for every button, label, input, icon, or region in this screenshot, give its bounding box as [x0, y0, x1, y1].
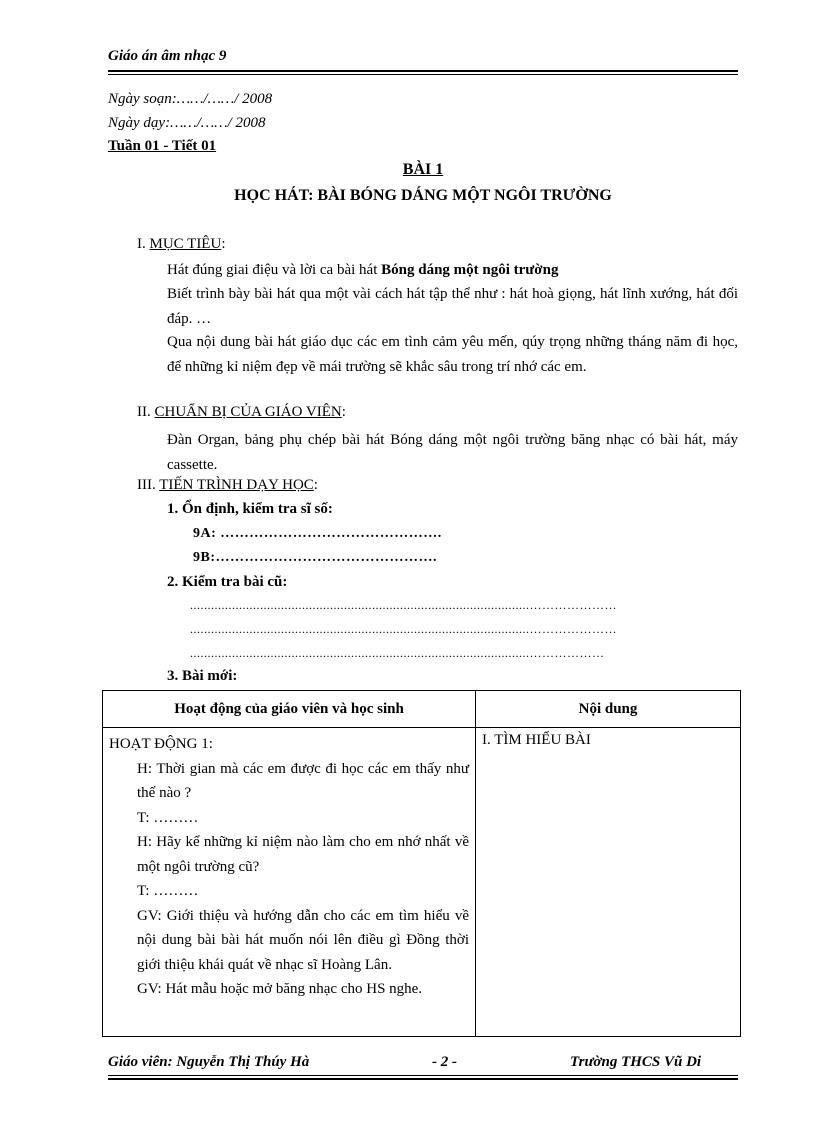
- song-title-bold: Bóng dáng một ngôi trường: [381, 262, 559, 278]
- section-1-p1-text: Hát đúng giai điệu và lời ca bài hát: [167, 262, 382, 278]
- lesson-activity-table: [102, 690, 741, 1037]
- section-2-heading: [137, 404, 346, 421]
- footer-rule-thick: [108, 1078, 738, 1080]
- table-header-activity: Hoạt động của giáo viên và học sinh: [103, 691, 476, 728]
- footer-page-number: - 2 -: [432, 1054, 457, 1070]
- lesson-title: HỌC HÁT: BÀI BÓNG DÁNG MỘT NGÔI TRƯỜNG: [234, 187, 612, 204]
- item-3-new-lesson: 3. Bài mới:: [167, 668, 238, 684]
- item-2-review: 2. Kiểm tra bài cũ:: [167, 574, 288, 590]
- page-header-title: Giáo án âm nhạc 9: [108, 48, 227, 64]
- section-3-heading: [137, 477, 318, 494]
- class-9b: [193, 550, 437, 566]
- activity-line: GV: Giới thiệu và hướng dẫn cho các em tìm hiểu về nội dung bài bài hát muốn nói lên điều gì Đồng thời giới thiệu khái quát về nhạc sĩ Hoàng Lân.: [137, 907, 469, 973]
- header-rule-thin: [108, 74, 738, 75]
- section-3-num: III.: [137, 477, 160, 493]
- activity-line: T: ………: [137, 809, 199, 826]
- dots-line-3: .................................................................................................………………: [190, 646, 605, 660]
- activity-line: H: Thời gian mà các em được đi học các em thấy như thế nào ?: [137, 760, 469, 801]
- table-header-row: [103, 691, 741, 728]
- header-rule-thick: [108, 70, 738, 72]
- dots-line-1: .................................................................................................…………………: [190, 598, 617, 612]
- class-9b-text: 9B:……………………………………….: [193, 550, 437, 565]
- section-2-p1: Đàn Organ, bảng phụ chép bài hát Bóng dáng một ngôi trường băng nhạc có bài hát, máy cassette.: [167, 432, 738, 473]
- section-1-heading: [137, 236, 225, 253]
- table-row: [103, 728, 741, 1037]
- class-9a: [193, 526, 442, 542]
- footer-rule-thin: [108, 1075, 738, 1076]
- lesson-number: [108, 161, 738, 179]
- section-1-p1: [167, 258, 738, 283]
- section-1-p2: Biết trình bày bài hát qua một vài cách hát tập thể như : hát hoà giọng, hát lĩnh xướng, hát đối đáp. …: [167, 286, 738, 327]
- activity-title: HOẠT ĐỘNG 1:: [109, 736, 213, 752]
- section-1-p3: Qua nội dung bài hát giáo dục các em tình cảm yêu mến, qúy trọng những tháng năm đi học, để những kỉ niệm đẹp về mái trường sẽ khắc sâu trong trí nhớ các em.: [167, 334, 738, 375]
- item-1-attendance: 1. Ổn định, kiểm tra sĩ số:: [167, 501, 333, 517]
- activity-cell: [103, 728, 476, 1037]
- section-1-num: I.: [137, 236, 150, 252]
- table-header-content: Nội dung: [476, 691, 741, 728]
- section-2-colon: :: [341, 404, 346, 420]
- section-2-title: CHUẨN BỊ CỦA GIÁO VIÊN: [154, 404, 342, 420]
- section-3-title: TIẾN TRÌNH DẠY HỌC: [159, 477, 314, 493]
- section-1-title: MỤC TIÊU: [149, 236, 222, 252]
- footer-teacher: Giáo viên: Nguyễn Thị Thúy Hà: [108, 1054, 310, 1070]
- section-1-colon: :: [221, 236, 226, 252]
- activity-line: H: Hãy kể những kỉ niệm nào làm cho em nhớ nhất về một ngôi trường cũ?: [137, 834, 469, 875]
- date-soan: Ngày soạn:……/……/ 2008: [108, 91, 273, 107]
- footer-school: Trường THCS Vũ Di: [570, 1054, 702, 1070]
- content-title: I. TÌM HIỂU BÀI: [482, 732, 591, 748]
- section-2-num: II.: [137, 404, 155, 420]
- activity-line: T: ………: [137, 883, 199, 899]
- date-day: Ngày dạy:……/……/ 2008: [108, 115, 266, 131]
- dots-line-2: .................................................................................................…………………: [190, 622, 617, 636]
- activity-line: GV: Hát mẫu hoặc mở băng nhạc cho HS nghe.: [137, 981, 423, 997]
- section-3-colon: :: [313, 477, 318, 493]
- content-cell: [476, 728, 741, 1037]
- week-period: Tuần 01 - Tiết 01: [108, 138, 217, 154]
- class-9a-text: 9A: ……………………………………….: [193, 526, 442, 541]
- lesson-number-text: BÀI 1: [402, 161, 444, 178]
